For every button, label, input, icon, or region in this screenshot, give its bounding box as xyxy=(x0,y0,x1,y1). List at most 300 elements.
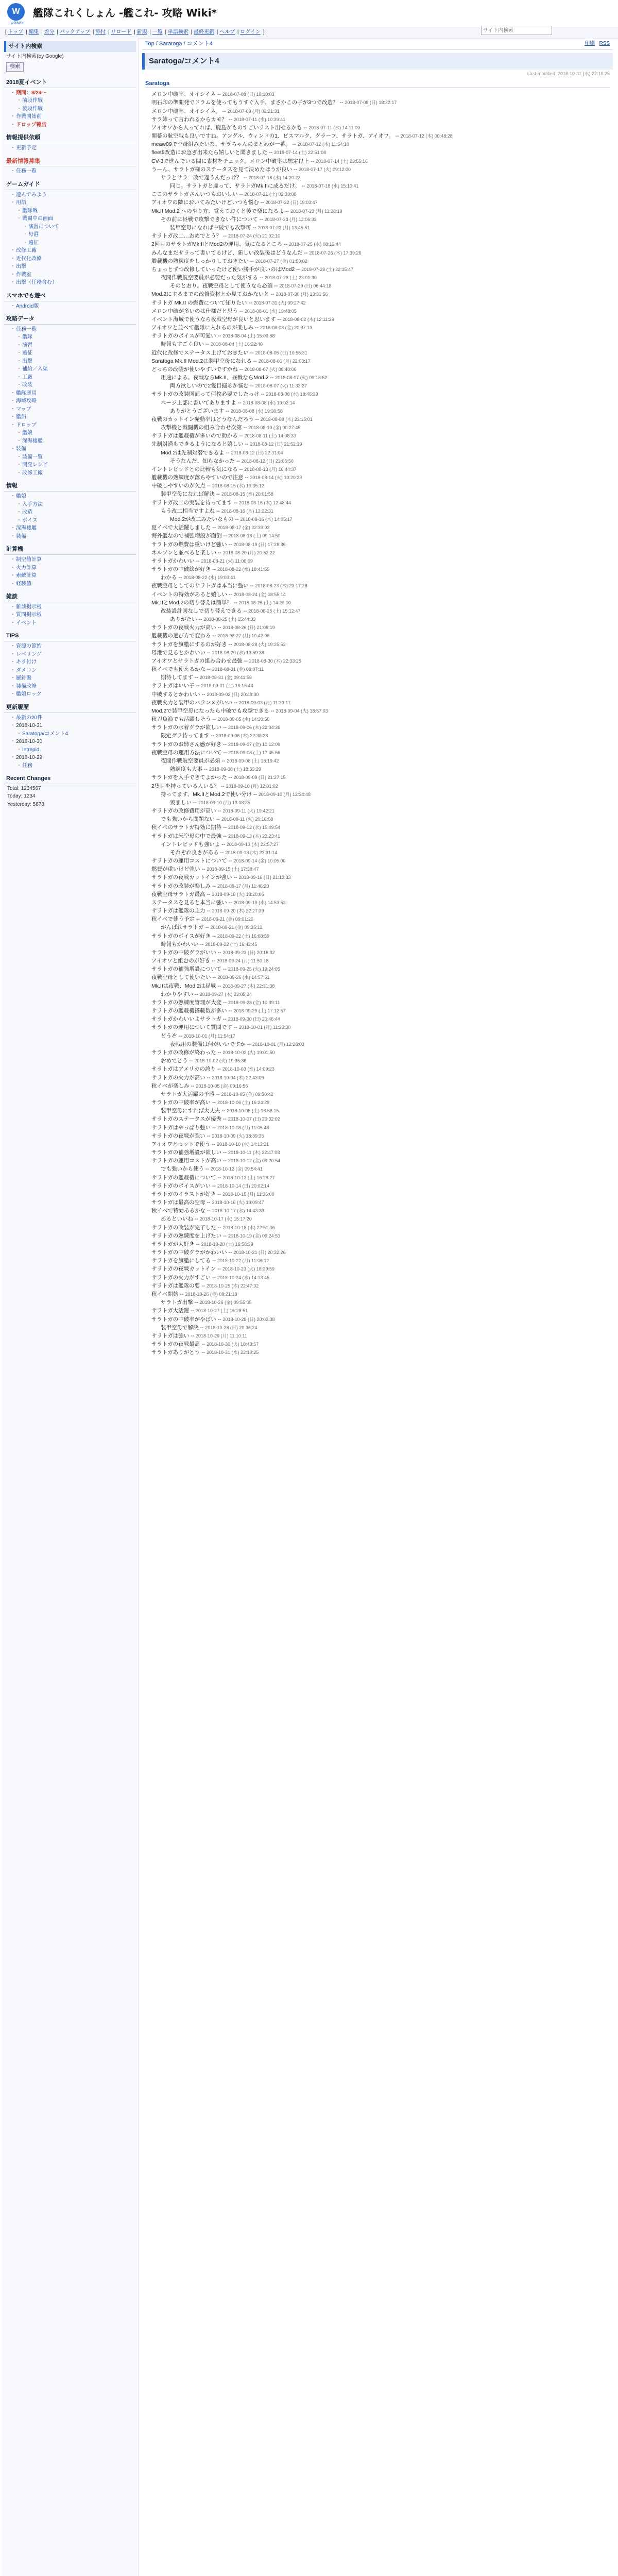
nav-link[interactable]: 最終更新 xyxy=(193,29,214,35)
sidebar-item[interactable]: ・ 質問掲示板 xyxy=(6,611,138,619)
sidebar-list xyxy=(2,144,138,152)
comment-item: • でも強いから問題ない -- 2018-09-11 (火) 20:16:08 xyxy=(161,815,613,823)
comment-date: 2018-09-13 (木) 22:23:41 xyxy=(228,833,281,839)
sidebar-item[interactable]: ・ 遠征 xyxy=(6,239,138,247)
comment-text: サラトガは艦載機が多いので助かる xyxy=(151,433,238,439)
sidebar-item[interactable]: ・ 艦娘 xyxy=(6,493,138,501)
sidebar-heading[interactable]: 最新情報募集 xyxy=(4,157,136,167)
comment-date: 2018-08-13 (月) 16:44:37 xyxy=(244,466,297,472)
sidebar-item[interactable]: ・ 更新予定 xyxy=(6,144,138,152)
comment-item: • サラトガ出撃 -- 2018-10-26 (金) 09:55:05 xyxy=(161,1298,613,1307)
sidebar-item[interactable]: ・ 改修工廠 xyxy=(6,469,138,478)
comment-date: 2018-08-20 (月) 20:52:22 xyxy=(222,550,275,555)
search-input[interactable] xyxy=(481,26,552,35)
nav-link[interactable]: トップ xyxy=(8,29,24,35)
comment-item: • サラトガの中破グラがいい -- 2018-09-23 (日) 20:16:32 xyxy=(151,948,613,957)
comment-item: • Mk.IIとMod.2の切り替えは簡単？ -- 2018-08-25 (土) 14:29:00 xyxy=(151,599,613,607)
breadcrumb[interactable]: Top / Saratoga / コメント4 xyxy=(145,41,213,47)
comment-text: fleet8改造にお急ぎ出来たら嬉しいと聞きました xyxy=(151,149,268,156)
comment-item: • サラトガの艦載機搭載数が多い -- 2018-09-29 (土) 17:12:57 xyxy=(151,1007,613,1015)
comment-text: メロン中破率、オイシイネ。 xyxy=(151,108,221,114)
sidebar-item[interactable]: ・ レベリング xyxy=(6,651,138,659)
sidebar-item[interactable]: ・ 制空値計算 xyxy=(6,556,138,564)
comment-date: 2018-07-18 (水) 15:10:41 xyxy=(306,183,359,189)
sidebar-item[interactable]: ・ 雑談掲示板 xyxy=(6,603,138,612)
comment-text: サラトガかわいいよサラトガ xyxy=(151,1016,221,1023)
comment-text: 艦載機の熟練度をしっかりしておきたい xyxy=(151,258,249,264)
sidebar-list xyxy=(2,89,138,129)
sidebar-item[interactable]: ・ 出撃 xyxy=(6,263,138,271)
sidebar-item[interactable]: ・ 経験値 xyxy=(6,580,138,588)
comment-item: • サラトガの夜戦火力が高い -- 2018-08-26 (日) 21:08:19 xyxy=(151,623,613,632)
comment-date: 2018-07-31 (火) 09:27:42 xyxy=(253,300,306,306)
nav-link[interactable]: 添付 xyxy=(95,29,106,35)
comment-item: • 秋イベが楽しみ -- 2018-10-05 (金) 09:16:56 xyxy=(151,1082,613,1090)
comment-item: • Mod.2が改二みたいなもの -- 2018-08-16 (木) 14:05:17 xyxy=(170,515,613,523)
sidebar-item[interactable]: ・ 作戦開始前 xyxy=(6,113,138,121)
comment-text: そうなんだ、知らなかった xyxy=(170,457,235,464)
sidebar-item[interactable]: ・ 深海棲艦 xyxy=(6,524,138,533)
comment-date: 2018-08-12 (日) 22:31:04 xyxy=(231,450,283,455)
last-modified: Last-modified: 2018-10-31 (水) 22:10:25 xyxy=(527,71,610,77)
comment-date: 2018-10-11 (木) 22:47:08 xyxy=(228,1150,280,1156)
comment-item: • 夜戦空母として使いたい -- 2018-09-26 (水) 14:57:51 xyxy=(151,973,613,981)
sidebar-item: ・ 2018-10-29 xyxy=(6,754,138,762)
sidebar-item[interactable]: ・ 資源の節約 xyxy=(6,642,138,651)
sidebar-item[interactable]: ・ イベント xyxy=(6,619,138,628)
comment-item: • 夜戦火力と装甲のバランスがいい -- 2018-09-03 (月) 11:23:17 xyxy=(151,699,613,707)
sidebar-item[interactable]: ・ ボイス xyxy=(6,517,138,525)
comment-item: • 時報もすごく良い -- 2018-08-04 (土) 16:22:40 xyxy=(161,340,613,348)
logo-caption: wikiwiki xyxy=(10,21,25,25)
comment-item: • サラトガはやっぱり強い -- 2018-10-08 (月) 11:05:48 xyxy=(151,1124,613,1132)
sidebar-heading[interactable]: TIPS xyxy=(4,631,136,641)
comment-text: サラトガの改装が楽しみ xyxy=(151,883,211,889)
sidebar-heading[interactable]: スマホでも遊べ xyxy=(4,291,136,301)
comment-text: 秋イベでも使えるかな xyxy=(151,666,205,673)
nav-link[interactable]: ログイン xyxy=(240,29,261,35)
comment-date: 2018-10-06 (土) 16:58:15 xyxy=(227,1108,279,1114)
comment-date: 2018-07-23 (月) 12:06:33 xyxy=(264,216,317,222)
comment-text: サラトガの運用について質問です xyxy=(151,1024,232,1031)
comment-item: • 秋イベでも使えるかな -- 2018-08-31 (金) 09:07:11 xyxy=(151,665,613,673)
comment-date: 2018-08-03 (金) 20:37:13 xyxy=(260,325,313,331)
comment-item: • それぞれ良さがある -- 2018-09-13 (木) 23:31:14 xyxy=(170,849,613,857)
comment-item: • Saratoga Mk.II Mod.2は装甲空母になれる -- 2018-08-06 (月) 22:03:17 xyxy=(151,357,613,365)
site-logo[interactable] xyxy=(7,3,28,24)
comment-date: 2018-09-11 (火) 19:42:21 xyxy=(222,808,274,814)
comment-item: • サラトガの熟練度を上げたい -- 2018-10-19 (金) 09:24:53 xyxy=(151,1232,613,1240)
comment-item: • サラトガは米空母の中で最強 -- 2018-09-13 (木) 22:23:41 xyxy=(151,832,613,840)
comment-date: 2018-08-10 (金) 00:27:45 xyxy=(248,425,301,431)
comment-text: サラトガの艦載機搭載数が多い xyxy=(151,1008,227,1014)
sidebar-item[interactable]: ・ 演習について xyxy=(6,223,138,231)
comment-date: 2018-10-20 (土) 16:58:39 xyxy=(201,1241,253,1247)
comment-date: 2018-09-10 (月) 12:34:48 xyxy=(258,791,311,797)
comment-text: Mod.2で装甲空母になったら中破でも攻撃できる xyxy=(151,707,269,714)
comment-item: • サラトガの夜戦最高 -- 2018-10-30 (火) 18:43:57 xyxy=(151,1340,613,1348)
comment-date: 2018-09-04 (火) 18:57:03 xyxy=(276,708,328,714)
comment-item: • サラ姉って言われるからカモ？ -- 2018-07-11 (水) 10:39:41 xyxy=(151,115,613,124)
comment-date: 2018-09-23 (日) 20:16:32 xyxy=(222,950,275,955)
sidebar-item[interactable]: ・ 最新の20件 xyxy=(6,714,138,722)
comment-date: 2018-09-09 (日) 21:27:15 xyxy=(233,775,286,781)
comment-text: 秋イベのサラトガ特効に期待 xyxy=(151,824,222,831)
comment-date: 2018-08-22 (水) 19:03:41 xyxy=(183,575,236,581)
comment-date: 2018-10-15 (月) 11:36:00 xyxy=(222,1191,274,1197)
sidebar-item[interactable]: ・ 火力計算 xyxy=(6,564,138,572)
comment-item: • サラトガの補強増設について -- 2018-09-25 (火) 19:24:05 xyxy=(151,965,613,973)
comment-date: 2018-07-08 (日) 18:22:17 xyxy=(345,100,397,106)
nav-link[interactable]: 編集 xyxy=(28,29,39,35)
main-content xyxy=(142,38,613,1357)
comment-date: 2018-08-01 (水) 19:48:05 xyxy=(244,308,297,314)
comment-text: サラトガの火力が高い xyxy=(151,1074,205,1081)
sidebar-item[interactable]: ・ 後段作戦 xyxy=(6,105,138,113)
sidebar-item[interactable]: ・ 装備改修 xyxy=(6,683,138,691)
comment-item: • 中破するとかわいい -- 2018-09-02 (日) 20:49:30 xyxy=(151,690,613,699)
sidebar-item[interactable]: ・ 遊んでみよう xyxy=(6,191,138,199)
comment-text: 夜戦空母として使いたい xyxy=(151,974,211,981)
comment-item: • サラトガはアメリカの誇り -- 2018-10-03 (水) 14:09:23 xyxy=(151,1065,613,1073)
comment-item: • サラトガかわいい -- 2018-08-21 (火) 11:06:09 xyxy=(151,557,613,565)
counter-line: Yesterday: 5678 xyxy=(7,801,44,807)
sidebar-list xyxy=(2,642,138,699)
sidebar-item[interactable]: ・ 遠征 xyxy=(6,349,138,358)
comment-date: 2018-08-08 (水) 19:02:14 xyxy=(243,400,295,405)
sidebar-heading[interactable]: 2018夏イベント xyxy=(4,78,136,88)
nav-link[interactable]: 一覧 xyxy=(152,29,163,35)
sidebar-item[interactable]: ・ 艦隊運用 xyxy=(6,389,138,398)
comment-text: どうぞ xyxy=(161,1032,177,1039)
comment-text: サラトガの艦載機について xyxy=(151,1174,216,1181)
sidebar-item[interactable]: ・ 補給／入渠 xyxy=(6,365,138,374)
print-icon[interactable]: 印刷 xyxy=(585,41,595,46)
comment-date: 2018-10-21 (日) 20:32:26 xyxy=(233,1250,286,1256)
comment-item: • サラトガの水着グラが欲しい -- 2018-09-06 (木) 22:04:36 xyxy=(151,723,613,732)
comment-text: サラトガは艦隊の主力 xyxy=(151,908,205,914)
comment-text: サラトガを旗艦にしてる xyxy=(151,1258,211,1264)
comment-date: 2018-08-19 (日) 17:28:36 xyxy=(233,541,286,547)
sidebar-list xyxy=(2,714,138,770)
nav-link[interactable]: ヘルプ xyxy=(219,29,235,35)
comment-date: 2018-07-27 (金) 01:59:02 xyxy=(255,258,307,264)
site-header xyxy=(0,0,618,27)
comment-text: サラトガを旗艦にするのが好き xyxy=(151,641,227,648)
comment-item: • もう改二相当ですよね -- 2018-08-16 (木) 13:22:31 xyxy=(161,507,613,515)
sidebar-item[interactable]: ・ 艦娘 xyxy=(6,429,138,437)
sidebar-sections xyxy=(2,78,138,770)
comment-date: 2018-09-08 (土) 18:53:29 xyxy=(209,767,261,772)
sidebar-item[interactable]: ・ ドロップ xyxy=(6,421,138,430)
comment-item: • サラトガ Mk.II の燃費について知りたい -- 2018-07-31 (火) 09:27:42 xyxy=(151,299,613,307)
sidebar-heading[interactable]: 更新履歴 xyxy=(4,703,136,713)
sidebar-item[interactable]: ・ 改造 xyxy=(6,509,138,517)
sidebar-search-button[interactable]: 検索 xyxy=(6,62,24,72)
comment-date: 2018-08-15 (水) 20:01:58 xyxy=(221,492,273,497)
sidebar-item[interactable]: ・ 近代化改修 xyxy=(6,255,138,263)
comment-date: 2018-07-24 (火) 21:02:10 xyxy=(228,233,281,239)
comment-date: 2018-08-25 (土) 14:29:00 xyxy=(238,600,291,605)
comment-date: 2018-08-11 (土) 14:08:33 xyxy=(244,433,296,439)
comment-item: • わかりやすい -- 2018-09-27 (木) 23:05:24 xyxy=(161,990,613,998)
sidebar-item[interactable]: ・ 任務 xyxy=(6,762,138,770)
comment-text: うーん、サラトガ様のステータスを見て決めたほうが良い xyxy=(151,166,293,173)
comment-text: サラトガの火力がすごい xyxy=(151,1274,211,1281)
comment-date: 2018-09-13 (木) 22:57:27 xyxy=(226,841,279,847)
sidebar-list xyxy=(2,603,138,628)
comment-text: サラトガのボイスが可愛い xyxy=(151,333,216,340)
sidebar-heading[interactable]: 情報 xyxy=(4,481,136,492)
comment-text: サラトガのボイスがいい xyxy=(151,1182,211,1189)
comment-text: サラトガの改装が完了した xyxy=(151,1224,216,1231)
comment-item: • メロン中破率、オイシイネ。 -- 2018-07-09 (月) 02:21:31 xyxy=(151,107,613,115)
comment-date: 2018-08-18 (土) 09:14:50 xyxy=(228,533,281,539)
comment-text: みんなまだサラって書いてるけど、新しい改装後はどうなんだ xyxy=(151,249,303,256)
comment-date: 2018-09-18 (火) 18:20:06 xyxy=(212,891,264,897)
sidebar-item[interactable]: ・ 艦娘ロック xyxy=(6,690,138,699)
comment-text: 攻撃機と戦闘機の組み合わせ次第 xyxy=(161,425,242,431)
sidebar-list xyxy=(2,302,138,311)
comment-date: 2018-10-06 (土) 16:24:29 xyxy=(217,1100,270,1106)
sidebar-item[interactable]: ・ ダメコン xyxy=(6,667,138,675)
sidebar-item[interactable]: ・ 開発レシピ xyxy=(6,461,138,469)
comment-text: 夏イベで大活躍しました xyxy=(151,524,211,531)
sidebar-item[interactable]: ・ マップ xyxy=(6,405,138,414)
comment-item: • 羨ましい -- 2018-09-10 (月) 13:08:35 xyxy=(170,799,613,807)
sidebar-item[interactable]: ・ 装備 xyxy=(6,533,138,541)
comment-text: アイオワと組むのが好き xyxy=(151,958,211,964)
comment-item: • 秋刀魚漁でも活躍しそう -- 2018-09-05 (水) 14:30:50 xyxy=(151,715,613,723)
comment-item: • サラトガ改二の実装を待ってます -- 2018-08-16 (木) 12:48:44 xyxy=(151,499,613,507)
comment-text: 期待してます xyxy=(161,674,193,681)
comment-item: • 夜戦のカットイン発動率はどうなんだろう -- 2018-08-09 (木) 23:15:01 xyxy=(151,415,613,423)
comment-item: • わかる -- 2018-08-22 (水) 19:03:41 xyxy=(161,573,613,582)
comment-date: 2018-08-12 (日) 21:52:19 xyxy=(250,442,302,447)
comment-item: • サラトガの夜戦が強い -- 2018-10-09 (火) 18:39:35 xyxy=(151,1132,613,1140)
comment-date: 2018-07-09 (月) 02:21:31 xyxy=(227,108,280,114)
comment-item: • サラトガのボイスが可愛い -- 2018-08-04 (土) 15:09:58 xyxy=(151,332,613,340)
comment-date: 2018-08-06 (月) 22:03:17 xyxy=(258,358,311,364)
comment-text: サラトガかわいい xyxy=(151,557,195,564)
sidebar-list xyxy=(2,556,138,588)
sidebar-item[interactable]: ・ Saratoga/コメント4 xyxy=(6,730,138,738)
sidebar-item[interactable]: ・ Intrepid xyxy=(6,746,138,754)
comment-date: 2018-09-24 (月) 11:50:18 xyxy=(217,958,269,964)
comment-date: 2018-10-23 (火) 18:39:59 xyxy=(222,1266,274,1272)
comment-item: • CV-3で進んでいる間に素材をチェック。メロン中破率は想定以上 -- 2018-07-14 (土) 23:55:16 xyxy=(151,157,613,165)
comment-item: • 夜戦空母の運用方法について -- 2018-09-08 (土) 17:45:56 xyxy=(151,749,613,757)
comment-item: • 熟練度も大事 -- 2018-09-08 (土) 18:53:29 xyxy=(170,765,613,773)
comment-text: アイオワの隣においてみたいけどいつも悩む xyxy=(151,199,259,206)
sidebar-item[interactable]: ・ 艦隊戦 xyxy=(6,207,138,215)
comment-item: • サラトガは強い -- 2018-10-29 (月) 11:10:11 xyxy=(151,1332,613,1340)
comment-date: 2018-09-10 (月) 13:08:35 xyxy=(198,800,250,805)
comment-date: 2018-07-29 (日) 06:44:18 xyxy=(279,283,332,289)
comment-text: サラトガの夜戦が強い xyxy=(151,1132,205,1139)
comment-item: • 近代化改修でステータス上げておきたい -- 2018-08-05 (日) 10:55:31 xyxy=(151,349,613,357)
comment-item: • みんなまだサラって書いてるけど、新しい改装後はどうなんだ -- 2018-07-26 (木) 17:39:26 xyxy=(151,249,613,257)
comment-item: • サラトガは最高の空母 -- 2018-10-16 (火) 19:09:47 xyxy=(151,1198,613,1207)
comment-item: • そうなんだ、知らなかった -- 2018-08-12 (日) 23:05:50 xyxy=(170,457,613,465)
nav-link[interactable]: 単語検索 xyxy=(167,29,188,35)
comment-date: 2018-09-27 (木) 23:05:24 xyxy=(199,991,252,997)
comment-date: 2018-10-02 (火) 19:01:50 xyxy=(222,1050,275,1055)
sidebar-item[interactable]: ・ 索敵計算 xyxy=(6,572,138,580)
comment-text: Mk.IIは夜戦、Mod.2は昼戦 xyxy=(151,982,216,989)
sidebar-item[interactable]: ・ 改修工廠 xyxy=(6,247,138,255)
sidebar-item[interactable]: ・ 艦隊 xyxy=(6,333,138,342)
comment-date: 2018-07-26 (木) 17:39:26 xyxy=(309,250,362,256)
sidebar-heading[interactable]: ゲームガイド xyxy=(4,180,136,190)
comment-date: 2018-09-06 (木) 22:38:23 xyxy=(216,733,268,739)
sidebar-item[interactable]: ・ 任務一覧 xyxy=(6,167,138,176)
sidebar-heading[interactable]: 雑談 xyxy=(4,592,136,602)
comment-item: • サラトガを旗艦にしてる -- 2018-10-22 (月) 11:06:12 xyxy=(151,1257,613,1265)
comment-item: • 装甲空母になれば解決 -- 2018-08-15 (水) 20:01:58 xyxy=(161,490,613,498)
comment-item: • サラトガの運用について質問です -- 2018-10-01 (月) 11:20:30 xyxy=(151,1023,613,1031)
sidebar-item[interactable]: ・ 任務一覧 xyxy=(6,326,138,334)
comment-text: サラトガ改二…おめでとう？ xyxy=(151,233,222,240)
comment-text: 2回目のサラトガMk.IIとMod2の運用、気になるところ xyxy=(151,241,283,248)
sidebar-item[interactable]: ・ 母港 xyxy=(6,231,138,239)
comment-text: サラトガの中破グラがいい xyxy=(151,949,216,956)
comment-item: • Mod.2で装甲空母になったら中破でも攻撃できる -- 2018-09-04 (火) 18:57:03 xyxy=(151,707,613,715)
comment-date: 2018-08-25 (土) 15:44:33 xyxy=(203,617,256,622)
site-title[interactable]: 艦隊これくしょん -艦これ- 攻略 Wiki* xyxy=(33,7,217,19)
comment-item: • アイオワの隣においてみたいけどいつも悩む -- 2018-07-22 (日) 19:03:47 xyxy=(151,198,613,207)
comment-item: • 同じ。サラトガと違って、サラトガMk.IIに成るだけ。 -- 2018-07-18 (水) 15:10:41 xyxy=(170,182,613,190)
comment-item: • サラトガのボイスがいい -- 2018-10-14 (日) 20:02:14 xyxy=(151,1182,613,1190)
comment-item: • サラトガの熟練度管理が大変 -- 2018-09-28 (金) 10:39:11 xyxy=(151,998,613,1007)
sidebar-item[interactable]: ・ 戦闘中の画面 xyxy=(6,215,138,223)
comment-text: 夜戦空母としてのサラトガは本当に強い xyxy=(151,583,249,589)
nav-link[interactable]: 差分 xyxy=(44,29,55,35)
comment-item: • サラトガの夜戦カットインが強い -- 2018-09-16 (日) 21:12:33 xyxy=(151,873,613,882)
logo-icon: W xyxy=(7,3,25,21)
comment-date: 2018-08-27 (月) 10:42:06 xyxy=(217,633,270,639)
sidebar-item: ・ 2018-10-31 xyxy=(6,722,138,730)
comment-item: • サラトガの中破率が高い -- 2018-10-06 (土) 16:24:29 xyxy=(151,1098,613,1107)
sidebar-item[interactable]: ・ 改装 xyxy=(6,381,138,389)
comment-text: Saratoga Mk.II Mod.2は装甲空母になれる xyxy=(151,358,252,364)
rss-icon[interactable]: RSS xyxy=(599,41,610,46)
sidebar-item[interactable]: ・ 装備一覧 xyxy=(6,453,138,462)
sidebar-item[interactable]: ・ ドロップ報告 xyxy=(6,121,138,129)
comment-item: • サラトガの改修費用が高い -- 2018-09-11 (火) 19:42:21 xyxy=(151,807,613,815)
sidebar-item[interactable]: ・ 深海棲艦 xyxy=(6,437,138,446)
comment-date: 2018-08-07 (火) 11:33:27 xyxy=(255,383,307,389)
comment-text: サラトガの中破率がやばい xyxy=(151,1316,216,1323)
sidebar-item[interactable]: ・ 前段作戦 xyxy=(6,97,138,105)
comment-item: • メロン中破率、オイシイネ -- 2018-07-08 (日) 18:10:03 xyxy=(151,90,613,98)
comment-text: 艦載機の熟練度が落ちやすいので注意 xyxy=(151,474,244,481)
comment-date: 2018-08-14 (火) 10:20:23 xyxy=(250,475,302,481)
comment-item: • 開幕の航空戦も良いですね。アングル、ウィンドの1、ビスマルク、グラーフ、サラトガ、アイオワ。 -- 2018-07-12 (木) 00:48:28 xyxy=(151,132,613,140)
comment-text: 明石印の準開発でドラムを使ってもうすぐ入手、まさかこの子が3つで改造？ xyxy=(151,99,338,106)
nav-link[interactable]: リロード xyxy=(111,29,132,35)
comment-text: サラトガ改二の実装を待ってます xyxy=(151,499,233,506)
comment-item: • そのとおり。夜戦空母として使うなら必須 -- 2018-07-29 (日) 06:44:18 xyxy=(170,282,613,290)
comment-date: 2018-08-31 (金) 09:07:11 xyxy=(212,667,264,672)
sidebar-heading[interactable]: 攻略データ xyxy=(4,314,136,325)
sidebar-item[interactable]: ・ 演習 xyxy=(6,342,138,350)
comment-text: あるといいね xyxy=(161,1216,193,1223)
comment-text: サラトガの中破率が高い xyxy=(151,1099,211,1106)
comment-text: 先制対潜もできるようになると嬉しい xyxy=(151,441,244,448)
comment-text: サラトガの補強増設について xyxy=(151,966,221,973)
sidebar-item[interactable]: ・ 工廠 xyxy=(6,374,138,382)
comment-date: 2018-08-09 (木) 23:15:01 xyxy=(260,416,313,422)
comment-item: • サラトガの夜戦カットイン -- 2018-10-23 (火) 18:39:59 xyxy=(151,1265,613,1273)
comment-text: サラトガのステータスが優秀 xyxy=(151,1116,221,1123)
comment-item: • サラトガの運用コストが高い -- 2018-10-12 (金) 09:20:54 xyxy=(151,1157,613,1165)
sidebar-item[interactable]: ・ 入手方法 xyxy=(6,501,138,509)
comment-date: 2018-07-11 (水) 10:39:41 xyxy=(233,116,286,122)
sidebar-heading[interactable]: 情報提供依頼 xyxy=(4,133,136,143)
comment-date: 2018-10-03 (水) 14:09:23 xyxy=(222,1066,274,1072)
comment-text: わかりやすい xyxy=(161,991,193,997)
sidebar-item[interactable]: ・ 出撃（任務含む） xyxy=(6,279,138,287)
counter-block xyxy=(2,785,138,808)
section-heading[interactable]: Saratoga xyxy=(145,80,610,88)
comment-item: • サラトガは艦隊の要 -- 2018-10-25 (木) 22:47:32 xyxy=(151,1282,613,1290)
comment-text: 羨ましい xyxy=(170,799,192,806)
comment-text: 近代化改修でステータス上げておきたい xyxy=(151,349,249,356)
sidebar-item[interactable]: ・ Android版 xyxy=(6,302,138,311)
sidebar-item[interactable]: ・ 海域攻略 xyxy=(6,397,138,405)
comment-item: • サラトガのステータスが優秀 -- 2018-10-07 (日) 20:32:02 xyxy=(151,1115,613,1123)
comment-date: 2018-10-29 (月) 11:10:11 xyxy=(196,1333,247,1338)
sidebar-item[interactable]: ・ 作戦室 xyxy=(6,271,138,279)
comment-date: 2018-09-28 (金) 10:39:11 xyxy=(228,999,280,1005)
comment-text: 秋刀魚漁でも活躍しそう xyxy=(151,716,211,723)
comment-text: サラトガはやっぱり強い xyxy=(151,1124,211,1131)
comment-date: 2018-07-18 (水) 14:20:22 xyxy=(248,175,301,180)
comment-date: 2018-09-16 (日) 21:12:33 xyxy=(238,875,291,880)
comment-text: 秋イベが楽しみ xyxy=(151,1082,190,1089)
comment-item: • Mk.II Mod.2 へのやり方、覚えておくと後で楽になるよ -- 2018-07-23 (月) 11:28:19 xyxy=(151,207,613,215)
sidebar-item[interactable]: ・ 用語 xyxy=(6,199,138,207)
counter-line: Today: 1234 xyxy=(7,793,36,800)
comment-text: アイオワから入ってれば、鹿島がものすごいラスト出せるかも xyxy=(151,124,302,131)
comment-text: ステータスを見ると本当に強い xyxy=(151,899,227,906)
comment-item: • サラとサラ一改で違うんだっけ？ -- 2018-07-18 (水) 14:20:22 xyxy=(161,174,613,182)
comment-date: 2018-10-28 (日) 20:36:24 xyxy=(205,1325,258,1330)
comment-text: 夜戦用の装備は何がいいですか xyxy=(170,1041,246,1047)
nav-link[interactable]: 新規 xyxy=(136,29,147,35)
comment-item: • アイオワと組むのが好き -- 2018-09-24 (月) 11:50:18 xyxy=(151,957,613,965)
sidebar-item[interactable]: ・ 出撃 xyxy=(6,358,138,366)
sidebar-item[interactable]: ・ 羅針盤 xyxy=(6,674,138,683)
comment-text: サラトガを入手できてよかった xyxy=(151,774,227,781)
sidebar-item[interactable]: ・ キラ付け xyxy=(6,658,138,667)
comment-item: • 持ってます、Mk.IIとMod.2で使い分け -- 2018-09-10 (月) 12:34:48 xyxy=(161,790,613,799)
comment-text: 秋イベで特効あるかな xyxy=(151,1208,205,1214)
comment-item: • fleet8改造にお急ぎ出来たら嬉しいと聞きました -- 2018-07-14 (土) 22:51:08 xyxy=(151,148,613,157)
comment-text: 持ってます、Mk.IIとMod.2で使い分け xyxy=(161,791,252,798)
nav-link[interactable]: バックアップ xyxy=(59,29,91,35)
counter-title: Recent Changes xyxy=(4,774,136,784)
sidebar-heading[interactable]: 計算機 xyxy=(4,545,136,555)
comment-date: 2018-09-29 (土) 17:12:57 xyxy=(233,1008,286,1014)
comment-text: サラトガは強い xyxy=(151,1332,190,1339)
sidebar-item[interactable]: ・ 艦船 xyxy=(6,413,138,421)
comment-item: • ここのサラトガさんいつもおいしい -- 2018-07-21 (土) 02:39:08 xyxy=(151,190,613,198)
sidebar-item[interactable]: ・ 装備 xyxy=(6,445,138,453)
comment-text: 同じ。サラトガと違って、サラトガMk.IIに成るだけ。 xyxy=(170,183,300,190)
sidebar-item[interactable]: ・ 期間：8/24〜 xyxy=(6,89,138,97)
